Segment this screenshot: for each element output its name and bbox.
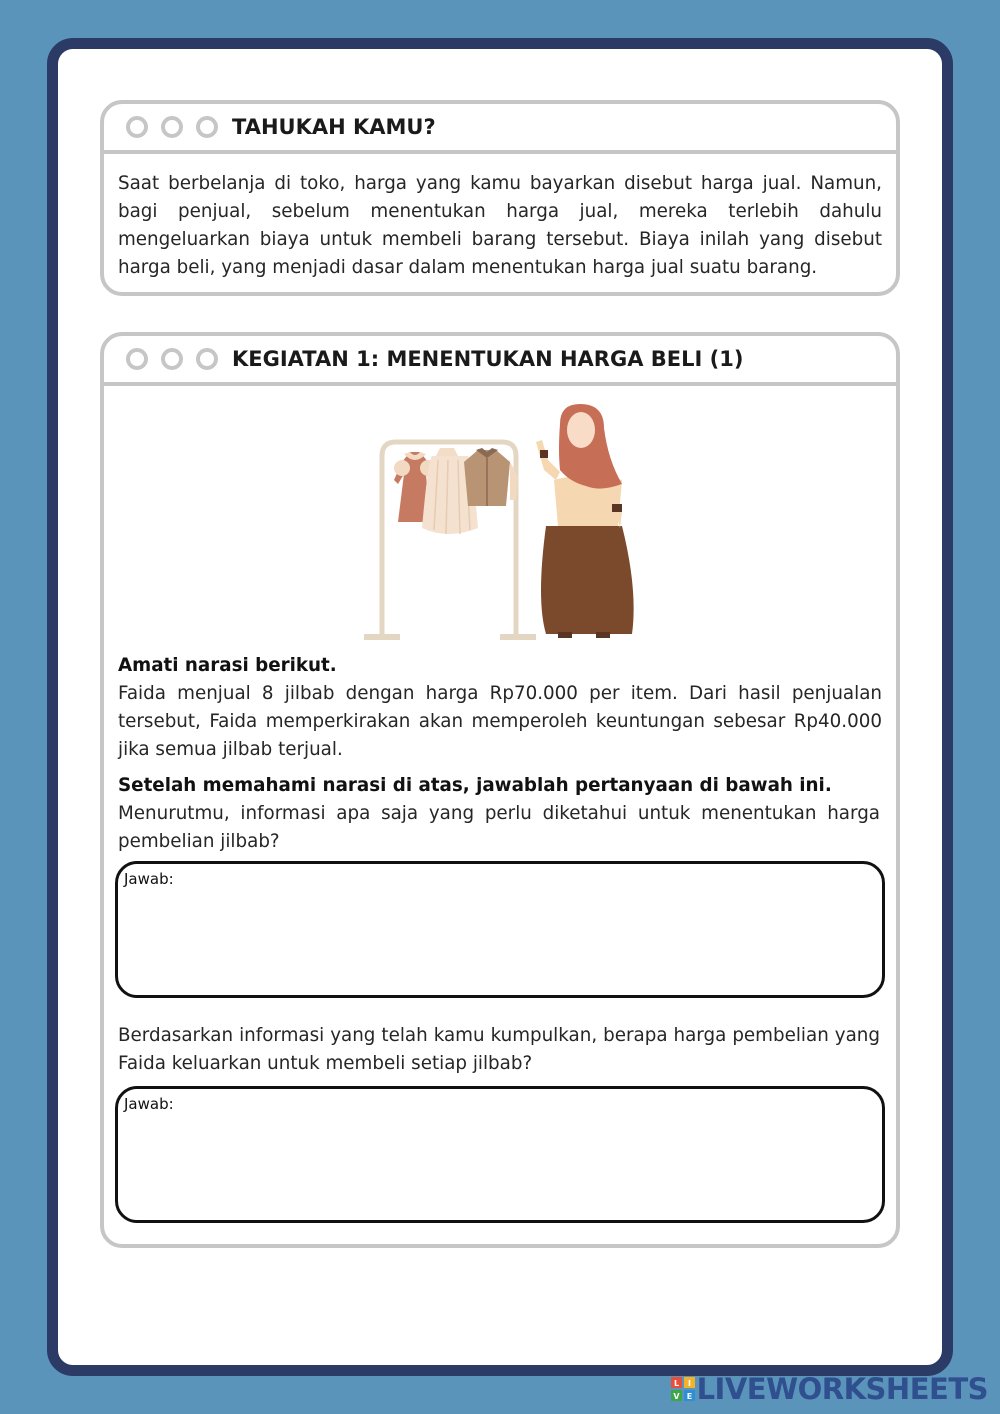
box-title: KEGIATAN 1: MENENTUKAN HARGA BELI (1) — [232, 347, 744, 371]
question-2: Berdasarkan informasi yang telah kamu kumpulkan, berapa harga pembelian yang Faida keluarkan untuk membeli setiap jilbab? — [118, 1025, 880, 1074]
answer-2-input[interactable] — [115, 1086, 885, 1223]
window-dot-icon — [196, 348, 218, 370]
did-you-know-box — [100, 100, 900, 296]
box-header — [104, 104, 896, 154]
question-1: Menurutmu, informasi apa saja yang perlu diketahui untuk menentukan harga pembelian jilbab? — [118, 803, 880, 852]
window-dot-icon — [126, 116, 148, 138]
window-dot-icon — [161, 348, 183, 370]
woman-figure-icon — [536, 404, 634, 638]
logo-letter-i: I — [687, 1378, 691, 1388]
brand-name: LIVEWORKSHEETS — [696, 1372, 988, 1406]
answer-label: Jawab: — [124, 870, 174, 888]
instruction-heading: Setelah memahami narasi di atas, jawablah pertanyaan di bawah ini. — [118, 775, 832, 796]
window-dot-icon — [126, 348, 148, 370]
window-dot-icon — [196, 116, 218, 138]
observe-heading: Amati narasi berikut. — [118, 655, 337, 676]
logo-letter-v: V — [672, 1391, 680, 1401]
box-header — [104, 336, 896, 386]
box-title: TAHUKAH KAMU? — [232, 115, 436, 139]
shirt-icon — [464, 448, 518, 506]
answer-label: Jawab: — [124, 1095, 174, 1113]
liveworksheets-logo[interactable] — [671, 1372, 988, 1406]
live-logo-icon — [671, 1377, 695, 1401]
answer-1-input[interactable] — [115, 861, 885, 998]
info-paragraph: Saat berbelanja di toko, harga yang kamu bayarkan disebut harga jual. Namun, bagi penjual, sebelum menentukan harga jual, mereka terlebih dahulu mengeluarkan biaya untuk membeli barang tersebut. Biaya inilah yang disebut harga beli, yang menjadi dasar dalam menentukan harga jual suatu barang. — [118, 173, 882, 278]
logo-letter-l: L — [673, 1378, 679, 1388]
clothing-rack-illustration — [360, 400, 650, 645]
logo-letter-e: E — [686, 1391, 692, 1401]
window-dot-icon — [161, 116, 183, 138]
narrative-paragraph: Faida menjual 8 jilbab dengan harga Rp70.000 per item. Dari hasil penjualan tersebut, Faida memperkirakan akan memperoleh keuntungan sebesar Rp40.000 jika semua jilbab terjual. — [118, 683, 882, 760]
